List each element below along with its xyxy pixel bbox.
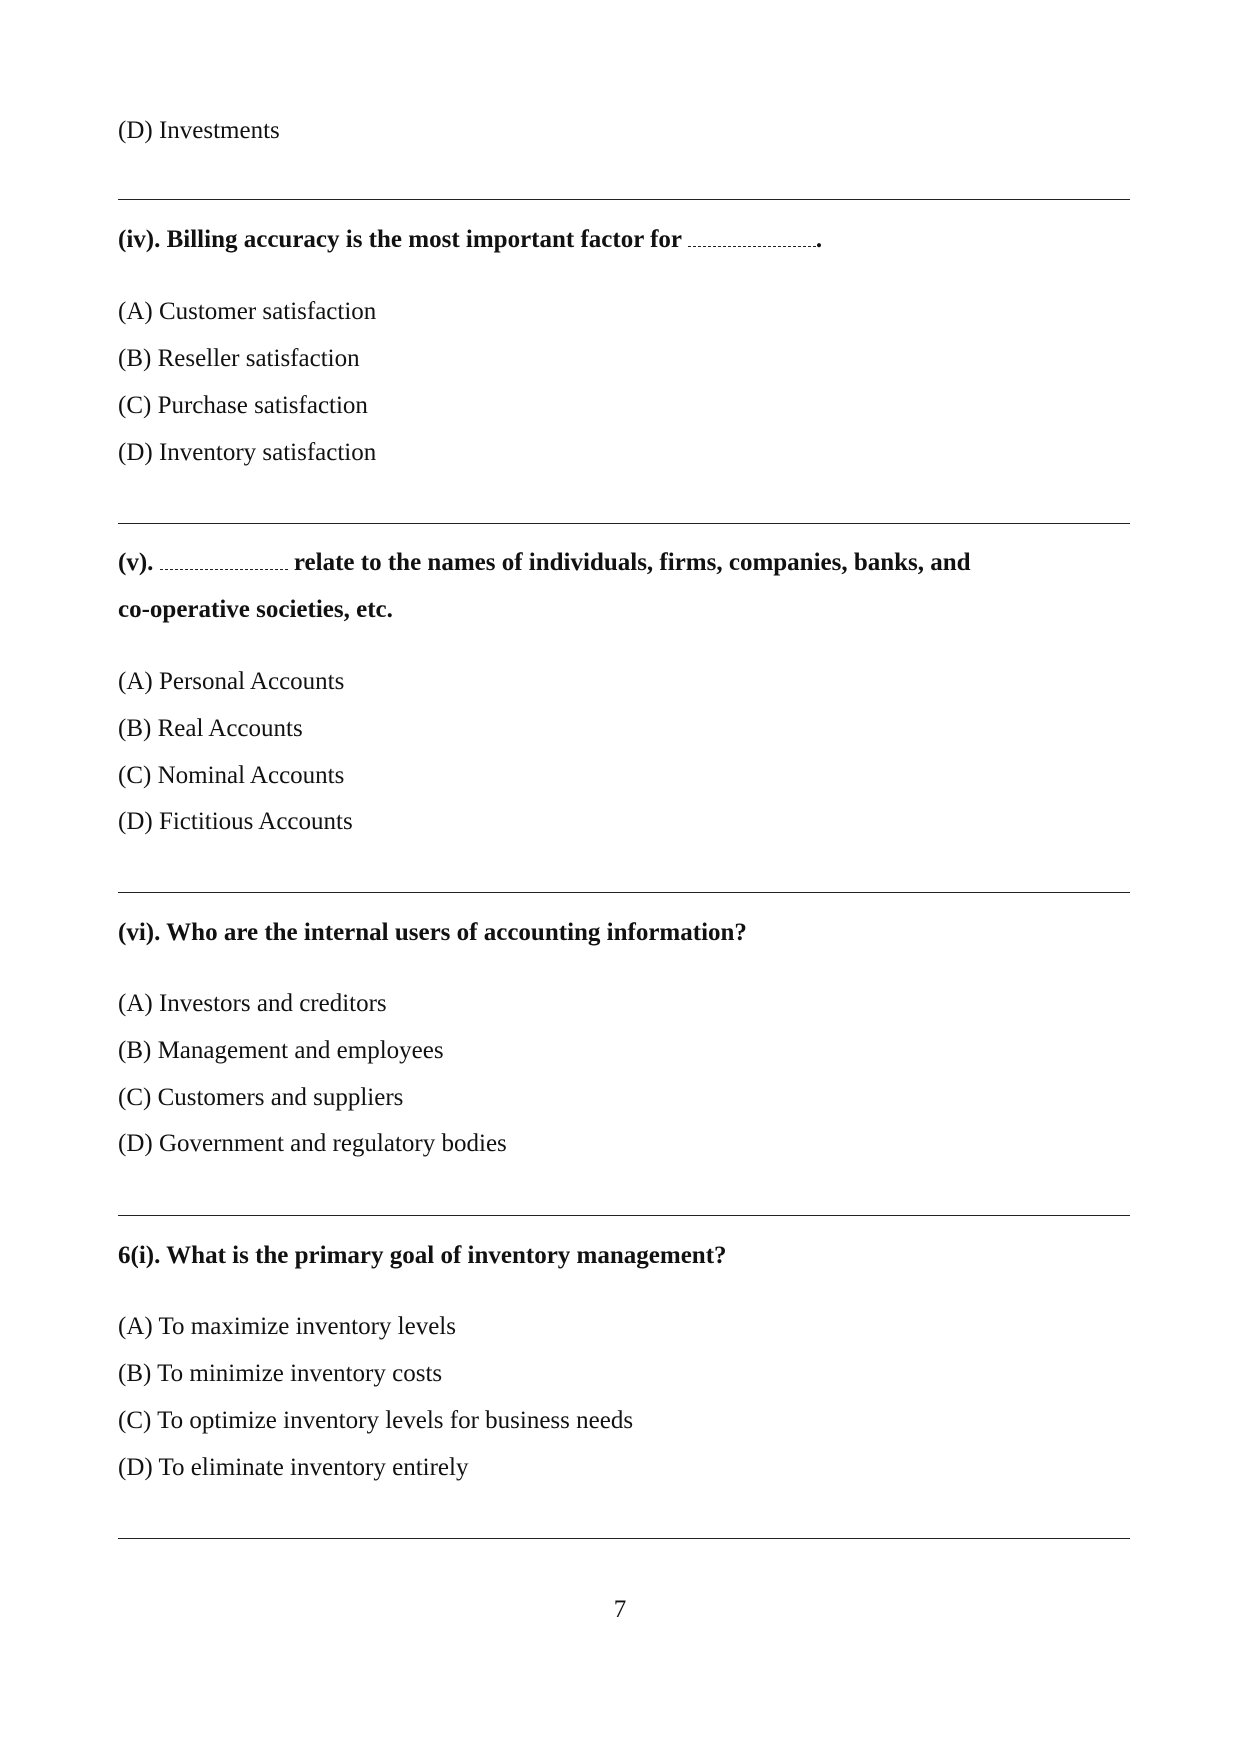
option-d: (D) Inventory satisfaction bbox=[118, 439, 377, 466]
page-number: 7 bbox=[613, 1596, 627, 1623]
question-text: Who are the internal users of accounting information? bbox=[166, 919, 747, 946]
fill-blank bbox=[160, 569, 288, 570]
option-b: (B) Reseller satisfaction bbox=[118, 345, 360, 372]
option-c: (C) Nominal Accounts bbox=[118, 762, 345, 789]
divider bbox=[118, 523, 1130, 524]
question-v-line2: co-operative societies, etc. bbox=[118, 596, 393, 623]
option-b: (B) Management and employees bbox=[118, 1037, 444, 1064]
question-6i bbox=[118, 1241, 727, 1271]
question-vi bbox=[118, 918, 747, 948]
option-a: (A) Investors and creditors bbox=[118, 990, 387, 1017]
option-a: (A) Customer satisfaction bbox=[118, 298, 377, 325]
question-number: 6(i). bbox=[118, 1242, 161, 1269]
option-d-investments: (D) Investments bbox=[118, 117, 280, 144]
divider bbox=[118, 199, 1130, 200]
option-b: (B) Real Accounts bbox=[118, 715, 303, 742]
question-number: (iv). bbox=[118, 226, 161, 253]
option-a: (A) Personal Accounts bbox=[118, 668, 345, 695]
question-text: Billing accuracy is the most important factor for bbox=[166, 226, 682, 253]
question-number: (v). bbox=[118, 549, 154, 576]
divider bbox=[118, 1215, 1130, 1216]
option-a: (A) To maximize inventory levels bbox=[118, 1313, 456, 1340]
option-c: (C) To optimize inventory levels for business needs bbox=[118, 1407, 634, 1434]
option-d: (D) Fictitious Accounts bbox=[118, 808, 353, 835]
option-c: (C) Purchase satisfaction bbox=[118, 392, 368, 419]
question-number: (vi). bbox=[118, 919, 161, 946]
question-v bbox=[118, 548, 971, 578]
divider bbox=[118, 1538, 1130, 1539]
question-text: What is the primary goal of inventory management? bbox=[166, 1242, 727, 1269]
fill-blank bbox=[688, 246, 816, 247]
question-text-line1: relate to the names of individuals, firms, companies, banks, and bbox=[293, 549, 971, 576]
option-d: (D) To eliminate inventory entirely bbox=[118, 1454, 469, 1481]
option-b: (B) To minimize inventory costs bbox=[118, 1360, 443, 1387]
option-c: (C) Customers and suppliers bbox=[118, 1084, 404, 1111]
question-iv bbox=[118, 225, 822, 255]
question-end: . bbox=[815, 226, 823, 253]
option-d: (D) Government and regulatory bodies bbox=[118, 1130, 507, 1157]
divider bbox=[118, 892, 1130, 893]
